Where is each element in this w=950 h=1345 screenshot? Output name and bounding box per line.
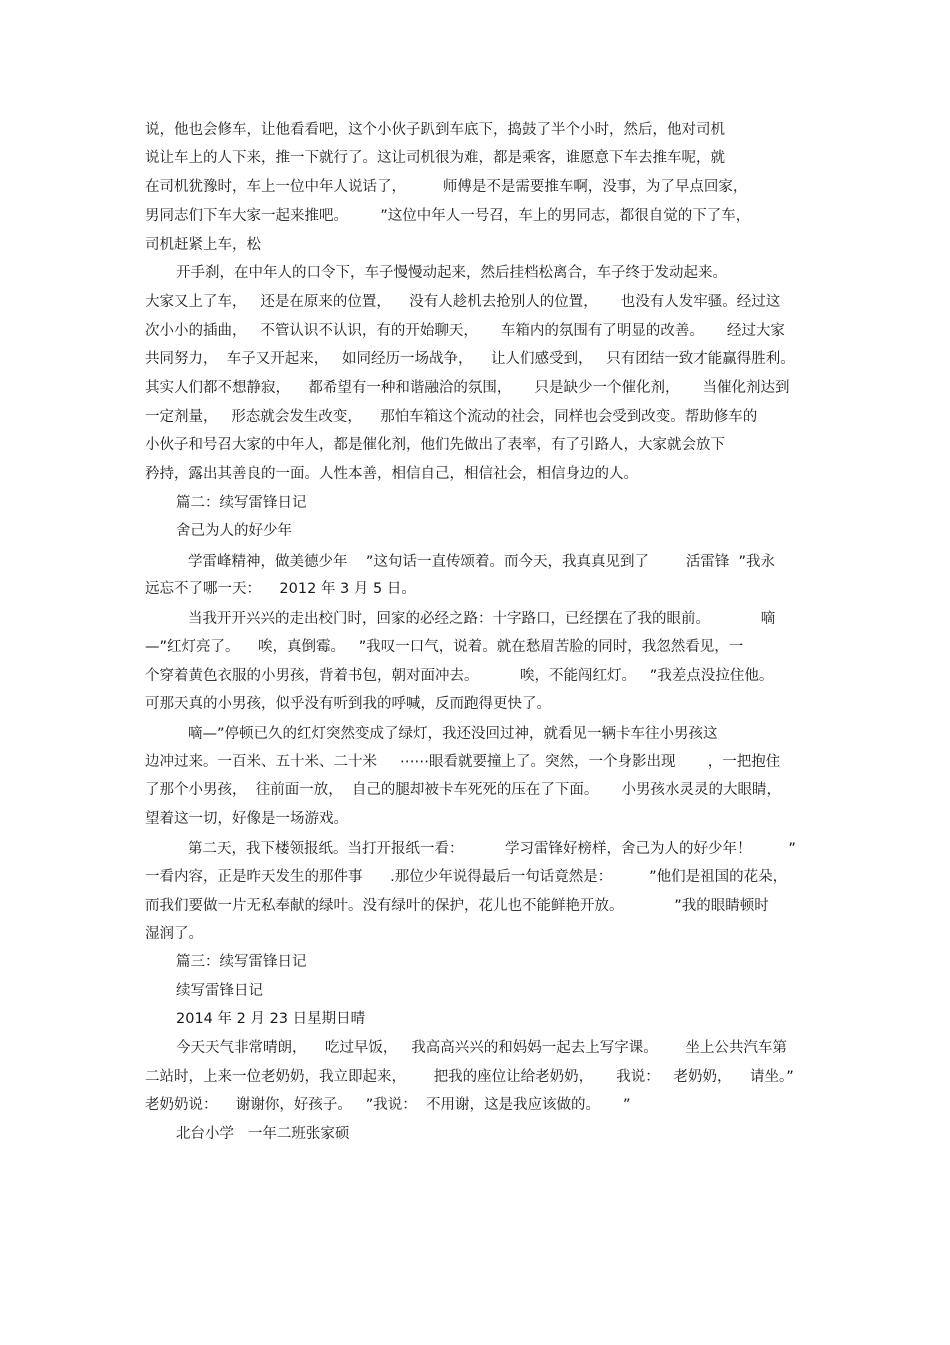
text-line: 望着这一切，好像是一场游戏。 <box>145 811 348 827</box>
text-line: —”红灯亮了。 唉，真倒霉。 ”我叹一口气，说着。就在愁眉苦脸的同时，我忽然看见，一 <box>145 639 744 655</box>
text-line: 其实人们都不想静寂， 都希望有一种和谐融洽的氛围， 只是缺少一个催化剂， 当催化剂达到 <box>145 380 790 396</box>
text-line: 小伙子和号召大家的中年人，都是催化剂，他们先做出了表率，有了引路人，大家就会放下 <box>145 437 725 453</box>
text-line: 嘀—”停顿已久的红灯突然变成了绿灯，我还没回过神，就看见一辆卡车往小男孩这 <box>188 726 718 742</box>
text-line: 远忘不了哪一天： 2012 年 3 月 5 日。 <box>145 581 416 597</box>
text-line: 老奶奶说： 谢谢你，好孩子。 ”我说： 不用谢，这是我应该做的。 ” <box>145 1097 631 1113</box>
text-line: 一看内容，正是昨天发生的那件事 .那位少年说得最后一句话竟然是： ”他们是祖国的花朵， <box>145 869 788 885</box>
text-line: 第二天，我下楼领报纸。当打开报纸一看： 学习雷锋好榜样，舍己为人的好少年！ ” <box>188 841 796 857</box>
text-line: 学雷峰精神，做美德少年 ”这句话一直传颂着。而今天，我真真见到了 活雷锋 ”我永 <box>188 554 776 570</box>
text-line: 了那个小男孩， 往前面一放， 自己的腿却被卡车死死的压在了下面。 小男孩水灵灵的大眼睛， <box>145 782 781 798</box>
article-title: 续写雷锋日记 <box>176 983 263 999</box>
text-line: 而我们要做一片无私奉献的绿叶。没有绿叶的保护，花儿也不能鲜艳开放。 ”我的眼睛顿时 <box>145 898 769 914</box>
text-line: 边冲过来。一百米、五十米、二十米 ⋯⋯眼看就要撞上了。突然，一个身影出现 ，一把抱住 <box>145 754 781 770</box>
section-heading: 篇二：续写雷锋日记 <box>176 495 307 511</box>
text-line: 司机赶紧上车，松 <box>145 237 261 253</box>
text-line: 共同努力， 车子又开起来， 如同经历一场战争， 让人们感受到， 只有团结一致才能赢得胜利。 <box>145 351 795 367</box>
text-line: 个穿着黄色衣服的小男孩，背着书包，朝对面冲去。 唉，不能闯红灯。 ”我差点没拉住他。 <box>145 668 774 684</box>
author-signature: 北台小学 一年二班张家硕 <box>176 1126 350 1142</box>
article-title: 舍己为人的好少年 <box>176 523 292 539</box>
text-line: 湿润了。 <box>145 926 203 942</box>
text-line: 开手刹，在中年人的口令下，车子慢慢动起来，然后挂档松离合，车子终于发动起来。 <box>176 265 727 281</box>
text-line: 在司机犹豫时，车上一位中年人说话了， 师傅是不是需要推车啊，没事，为了早点回家， <box>145 179 748 195</box>
diary-date: 2014 年 2 月 23 日星期日晴 <box>176 1011 366 1027</box>
text-line: 二站时，上来一位老奶奶，我立即起来， 把我的座位让给老奶奶， 我说： 老奶奶， 请坐。” <box>145 1069 794 1085</box>
text-line: 可那天真的小男孩，似乎没有听到我的呼喊，反而跑得更快了。 <box>145 696 551 712</box>
text-line: 今天天气非常晴朗， 吃过早饭， 我高高兴兴的和妈妈一起去上写字课。 坐上公共汽车第 <box>176 1040 787 1056</box>
text-line: 一定剂量， 形态就会发生改变， 那怕车箱这个流动的社会，同样也会受到改变。帮助修车的 <box>145 409 758 425</box>
section-heading: 篇三：续写雷锋日记 <box>176 954 307 970</box>
text-line: 当我开开兴兴的走出校门时，回家的必经之路：十字路口，已经摆在了我的眼前。 嘀 <box>188 611 776 627</box>
text-line: 大家又上了车， 还是在原来的位置， 没有人趁机去抢别人的位置， 也没有人发牢骚。经过这 <box>145 294 781 310</box>
text-line: 说，他也会修车，让他看看吧，这个小伙子趴到车底下，捣鼓了半个小时，然后，他对司机 <box>145 122 725 138</box>
text-line: 矜持，露出其善良的一面。人性本善，相信自己，相信社会，相信身边的人。 <box>145 466 638 482</box>
text-line: 男同志们下车大家一起来推吧。 ”这位中年人一号召，车上的男同志，都很自觉的下了车， <box>145 208 751 224</box>
text-line: 说让车上的人下来，推一下就行了。这让司机很为难，都是乘客，谁愿意下车去推车呢，就 <box>145 150 725 166</box>
text-line: 次小小的插曲， 不管认识不认识，有的开始聊天， 车箱内的氛围有了明显的改善。 经过大家 <box>145 323 785 339</box>
